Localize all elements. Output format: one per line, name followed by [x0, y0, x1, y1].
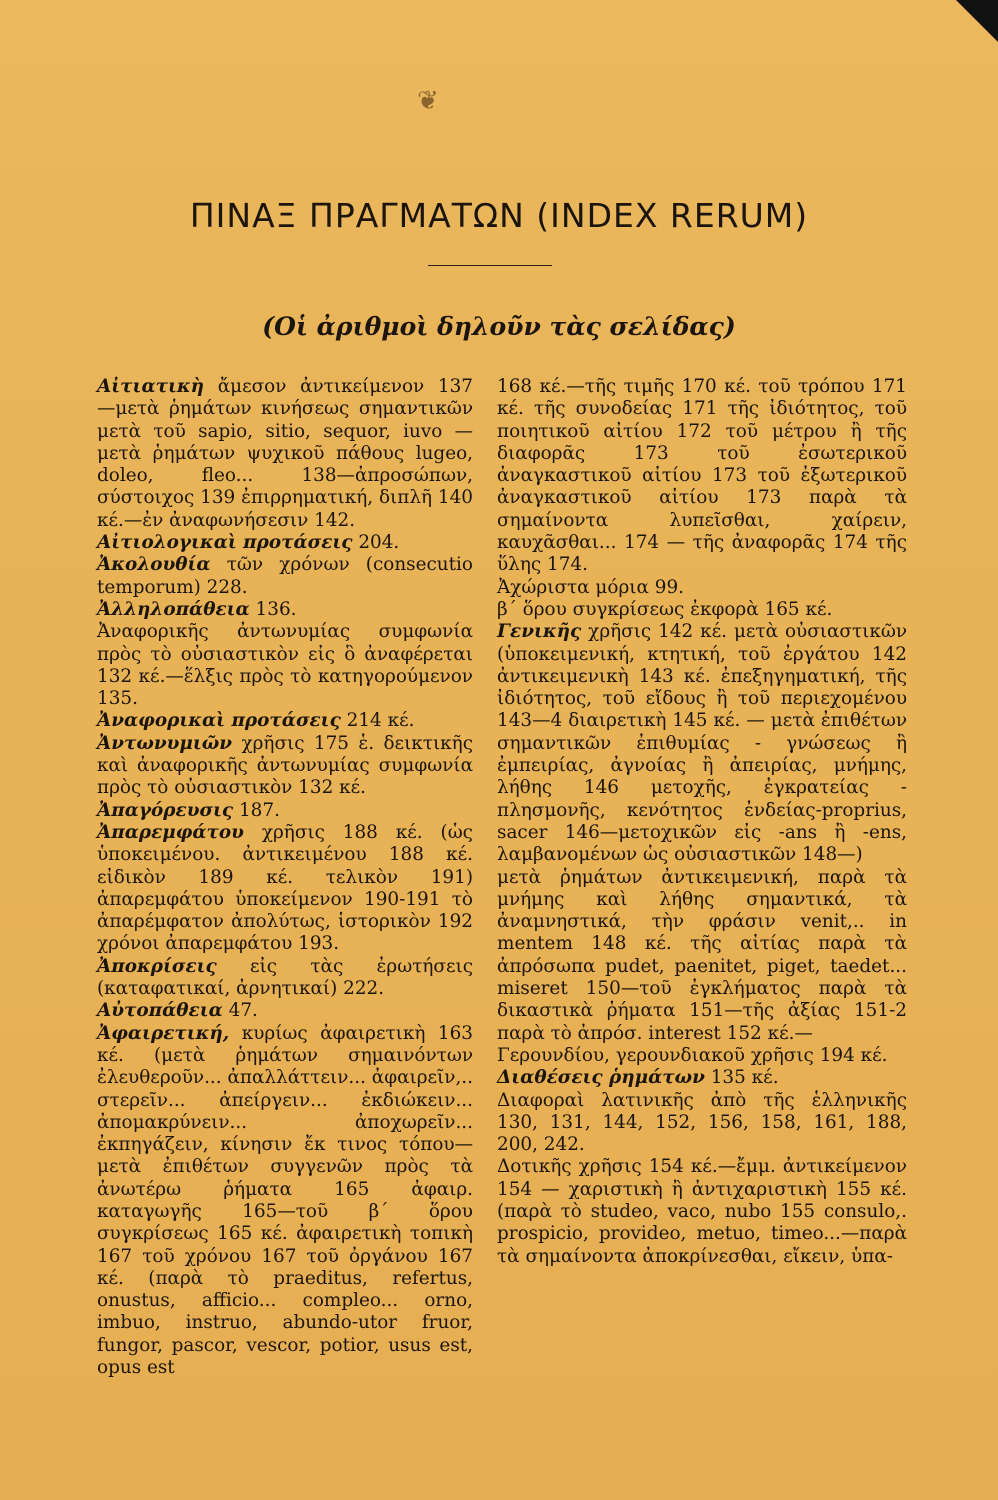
- index-entry: [497, 1090, 907, 1157]
- entry-text: χρῆσις 142 κέ. μετὰ οὐσιαστικῶν (ὑποκειμενική, κτητική, τοῦ ἐργάτου 142 ἀντικειμενικὴ 143 κέ. ἐπεξηγηματική, τῆς ἰδιότητος, τοῦ εἴδους ἢ τοῦ περιεχομένου 143—4 διαιρετικὴ 145 κέ. — μετὰ ἐπιθέτων σημαντικῶν ἐπιθυμίας - γνώσεως ἢ ἐμπειρίας, ἀγνοίας ἢ ἀπειρίας, μνήμης, λήθης 146 μετοχῆς, ἐγκρατείας - πλησμονῆς, κενότητος ἐνδείας-proprius, sacer 146—μετοχικῶν εἰς -ans ἢ -ens, λαμβανομένων ὡς οὐσιαστικῶν 148—): [497, 621, 907, 866]
- page-corner-fold: [956, 0, 998, 42]
- entry-headword: Ἀλληλοπάθεια: [97, 598, 250, 620]
- entry-headword: Ἀντωνυμιῶν: [97, 732, 233, 754]
- entry-text: Ἀναφορικῆς ἀντωνυμίας συμφωνία πρὸς τὸ οὐσιαστικὸν εἰς ὃ ἀναφέρεται 132 κέ.—ἕλξις πρὸς τὸ κατηγορούμενον 135.: [97, 621, 473, 710]
- index-entry: [97, 710, 473, 732]
- entry-text: 214 κέ.: [340, 710, 415, 732]
- entry-text: Ἀχώριστα μόρια 99.: [497, 576, 684, 598]
- entry-text: Δοτικῆς χρῆσις 154 κέ.—ἔμμ. ἀντικείμενον 154 — χαριστικὴ ἢ ἀντιχαριστικὴ 155 κέ. (παρὰ τὸ studeo, vaco, nubo 155 consulo,. prospicio, provideo, metuo, timeo...—παρὰ τὰ σημαίνοντα ἀποκρίνεσθαι, εἴκειν, ὑπα-: [497, 1156, 907, 1267]
- title-divider: [428, 265, 552, 266]
- left-column: [97, 376, 473, 1379]
- index-entry: [97, 800, 473, 822]
- entry-headword: Αἰτιατικὴ: [97, 376, 205, 397]
- index-entry: [97, 733, 473, 800]
- index-entry: [97, 822, 473, 956]
- index-entry: [97, 376, 473, 532]
- index-entry: [497, 1045, 907, 1067]
- entry-headword: Αὐτοπάθεια: [97, 1000, 223, 1022]
- index-entry: [497, 577, 907, 599]
- page-subtitle: (Οἱ ἀριθμοὶ δηλοῦν τὰς σελίδας): [262, 312, 736, 341]
- entry-headword: Ἀφαιρετική,: [97, 1022, 230, 1044]
- entry-text: ἄμεσον ἀντικείμενον 137 —μετὰ ῥημάτων κινήσεως σημαντικῶν μετὰ τοῦ sapio, sitio, sequor, iuvo —μετὰ ῥημάτων ψυχικοῦ πάθους lugeo, doleo, fleo... 138—ἀπροσώπων, σύστοιχος 139 ἐπιρρηματική, διπλῆ 140 κέ.—ἐν ἀναφωνήσεσιν 142.: [97, 376, 473, 531]
- index-entry: [97, 599, 473, 621]
- entry-headword: Διαθέσεις ῥημάτων: [497, 1067, 705, 1089]
- entry-headword: Αἰτιολογικαὶ προτάσεις: [97, 532, 353, 554]
- index-entry: [497, 1156, 907, 1267]
- entry-headword: Ἀπαρεμφάτου: [97, 821, 244, 843]
- entry-text: Γερουνδίου, γερουνδιακοῦ χρῆσις 194 κέ.: [497, 1044, 888, 1066]
- entry-text: 47.: [222, 1000, 258, 1022]
- entry-text: 187.: [233, 799, 280, 821]
- entry-headword: Γενικῆς: [497, 621, 582, 643]
- entry-text: μετὰ ῥημάτων ἀντικειμενική, παρὰ τὰ μνήμης καὶ λήθης σημαντικά, τὰ ἀναμνηστικά, τὴν φράσιν venit,.. in mentem 148 κέ. τῆς αἰτίας παρὰ τὰ ἀπρόσωπα pudet, paenitet, piget, taedet... miseret 150—τοῦ ἐγκλήματος παρὰ τὰ δικαστικὰ ῥήματα 151—τῆς ἀξίας 151-2 παρὰ τὸ ἀπρόσ. interest 152 κέ.—: [497, 866, 907, 1044]
- entry-text: 135 κέ.: [704, 1067, 779, 1089]
- index-entry: [497, 867, 907, 1045]
- entry-headword: Ἀκολουθία: [97, 554, 211, 576]
- ink-mark-icon: ❦: [417, 86, 439, 116]
- page-title: ΠΙΝΑΞ ΠΡΑΓΜΑΤΩΝ (INDEX RERUM): [189, 196, 809, 235]
- entry-text: 204.: [352, 532, 400, 554]
- index-entry: [97, 956, 473, 1001]
- index-entry: [97, 1023, 473, 1380]
- entry-text: 136.: [249, 598, 297, 620]
- entry-text: τῶν χρόνων (consecutio temporum) 228.: [97, 554, 473, 598]
- right-column: [497, 376, 907, 1268]
- index-entry: [97, 532, 473, 554]
- entry-text: κυρίως ἀφαιρετικὴ 163 κέ. (μετὰ ῥημάτων σημαινόντων ἐλευθεροῦν... ἀπαλλάττειν... ἀφαιρεῖν,.. στερεῖν... ἀπείργειν... ἐκδιώκειν... ἀπομακρύνειν... ἀποχωρεῖν... ἐκπηγάζειν, κίνησιν ἔκ τινος τόπου—μετὰ ἐπιθέτων συγγενῶν πρὸς τὰ ἀνωτέρω ῥήματα 165 ἀφαιρ. καταγωγῆς 165—τοῦ β΄ ὅρου συγκρίσεως 165 κέ. ἀφαιρετικὴ τοπικὴ 167 τοῦ χρόνου 167 τοῦ ὀργάνου 167 κέ. (παρὰ τὸ praeditus, refertus, onustus, afficio... compleo... orno, imbuo, instruo, abundo-utor fruor, fungor, pascor, vescor, potior, usus est, opus est: [97, 1022, 473, 1379]
- entry-text: χρῆσις 188 κέ. (ὡς ὑποκειμένου. ἀντικειμένου 188 κέ. εἰδικὸν 189 κέ. τελικὸν 191) ἀπαρεμφάτου ὑποκείμενον 190-191 τὸ ἀπαρέμφατον ἀπολύτως, ἱστορικὸν 192 χρόνοι ἀπαρεμφάτου 193.: [97, 821, 473, 955]
- index-entry: [497, 1067, 907, 1089]
- entry-text: Διαφοραὶ λατινικῆς ἀπὸ τῆς ἑλληνικῆς 130, 131, 144, 152, 156, 158, 161, 188, 200, 242.: [497, 1089, 907, 1156]
- entry-headword: Ἀναφορικαὶ προτάσεις: [97, 710, 341, 732]
- index-entry: [497, 621, 907, 866]
- entry-text: β΄ ὅρου συγκρίσεως ἐκφορὰ 165 κέ.: [497, 598, 833, 620]
- entry-text: εἰς τὰς ἐρωτήσεις (καταφατικαί, ἀρνητικαί) 222.: [97, 955, 473, 1000]
- index-entry: [97, 621, 473, 710]
- entry-text: χρῆσις 175 ἑ. δεικτικῆς καὶ ἀναφορικῆς ἀντωνυμίας συμφωνία πρὸς τὸ οὐσιαστικὸν 132 κέ.: [97, 732, 473, 799]
- entry-text: 168 κέ.—τῆς τιμῆς 170 κέ. τοῦ τρόπου 171 κέ. τῆς συνοδείας 171 τῆς ἰδιότητος, τοῦ ποιητικοῦ αἰτίου 172 τοῦ μέτρου ἢ τῆς διαφορᾶς 173 τοῦ ἐσωτερικοῦ ἀναγκαστικοῦ αἰτίου 173 τοῦ ἐξωτερικοῦ ἀναγκαστικοῦ αἰτίου 173 παρὰ τὰ σημαίνοντα λυπεῖσθαι, χαίρειν, καυχᾶσθαι... 174 — τῆς ἀναφορᾶς 174 τῆς ὕλης 174.: [497, 376, 907, 576]
- entry-headword: Ἀπαγόρευσις: [97, 799, 234, 821]
- index-entry: [497, 376, 907, 577]
- entry-headword: Ἀποκρίσεις: [97, 955, 217, 977]
- index-entry: [497, 599, 907, 621]
- index-entry: [97, 554, 473, 599]
- index-entry: [97, 1000, 473, 1022]
